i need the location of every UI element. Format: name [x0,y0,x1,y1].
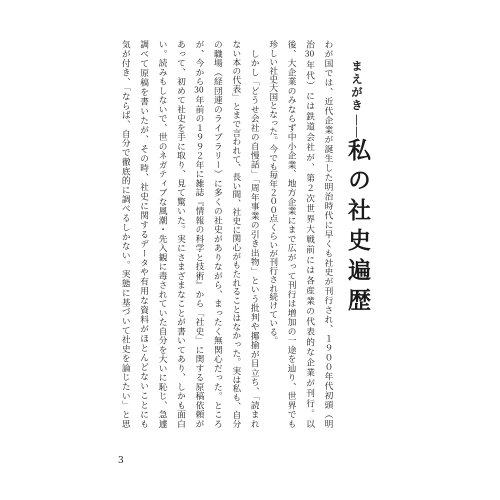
text-line: しかし「どうせ会社の自慢話」「周年事業の引き出物」という批判や揶揄が目立ち、「読まれ [249,40,260,428]
heading-label: まえがき [350,60,364,112]
text-line: い。読みもしないで、世のネガティブな風潮・先入観に毒されていた自分を大いに恥じ、急遽 [157,40,168,428]
text-line: 珍しい社史大国となった。今でも毎年２００点くらいが刊行され続けている。 [267,40,278,345]
text-line: の職場（経団連のライブラリー）に多くの社史がありながら、まったく無関心だった。ところ [212,40,223,428]
tcy-number: 30 [194,86,204,95]
text-line: ない本の代表」とまで言われて、長い間、社史に関心がもたれることはなかった。実は私も、自分 [230,40,241,428]
text-line: わが国では、近代企業が誕生した明治時代に早くも社史が刊行され、１９００年代初頭（明 [323,40,333,428]
chapter-heading [343,60,371,350]
heading-dash: —— [350,114,364,138]
text-line: が、今から30年前の１９９２年に雑誌『情報の科学と技術』から「社史」に関する原稿依頼が [193,40,204,428]
text-line: 調べて原稿を書いたが、その時、社史に関するデータや有用な資料がほとんどないことにも [138,40,149,428]
chapter-title: 私の社史遍歴 [344,138,371,318]
text-line: あって、初めて社史を手に取り、見て驚いた。実にさまざまなことが書いてあり、しかも面白 [175,40,186,428]
text-line: 気が付き、「ならば、自分で徹底的に調べるしかない。実態に基づいて社史を論じたい」と思 [120,40,131,428]
body-text [115,40,337,430]
text-line: 後、大企業のみならず中小企業、地方企業にまで広がって刊行は増加の一途を辿り、世界でも [286,40,297,428]
page-number: 3 [118,456,124,466]
tcy-number: 30 [304,50,315,59]
text-line: 治30年代）には鉄道会社が、第２次世界大戦前には各産業の代表的な企業が刊行。以 [304,40,315,428]
